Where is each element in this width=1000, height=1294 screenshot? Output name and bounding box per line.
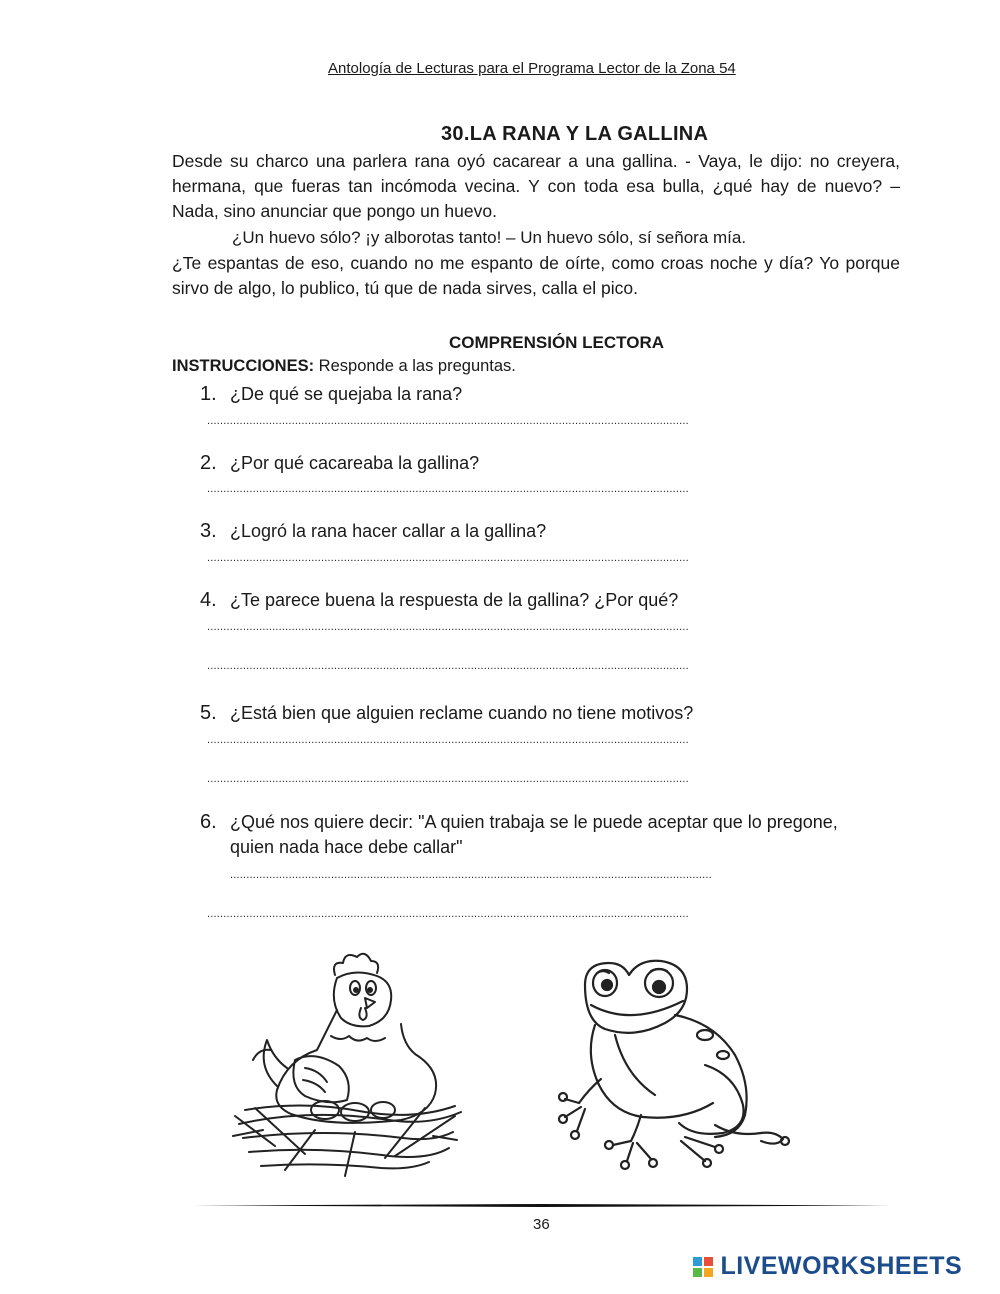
page-number: 36 xyxy=(533,1216,550,1233)
answer-line-6b[interactable]: .................................................................................................................................................... xyxy=(207,908,689,920)
story-paragraph-2: ¿Un huevo sólo? ¡y alborotas tanto! – Un huevo sólo, sí señora mía. xyxy=(232,228,747,247)
brand-tiles-icon xyxy=(692,1256,716,1278)
question-text: ¿Está bien que alguien reclame cuando no tiene motivos? xyxy=(230,703,694,723)
frog-illustration xyxy=(555,955,795,1180)
question-number: 3. xyxy=(200,520,217,542)
question-text: ¿Por qué cacareaba la gallina? xyxy=(230,453,480,473)
question-text: ¿Qué nos quiere decir: "A quien trabaja se le puede aceptar que lo pregone, quien nada hace debe callar" xyxy=(230,812,838,857)
instructions-text: Responde a las preguntas. xyxy=(314,357,516,375)
instructions xyxy=(172,357,516,376)
answer-line-3[interactable]: .................................................................................................................................................... xyxy=(207,552,689,564)
question-text: ¿De qué se quejaba la rana? xyxy=(230,384,463,404)
answer-line-1[interactable]: .................................................................................................................................................... xyxy=(207,415,689,427)
question-number: 4. xyxy=(200,589,217,611)
question-6 xyxy=(200,810,900,860)
instructions-label: INSTRUCCIONES: xyxy=(172,357,315,375)
answer-line-4b[interactable]: .................................................................................................................................................... xyxy=(207,660,689,672)
answer-line-2[interactable]: .................................................................................................................................................... xyxy=(207,483,689,495)
answer-line-6a[interactable]: .................................................................................................................................................... xyxy=(230,869,712,881)
brand-name: LIVEWORKSHEETS xyxy=(720,1252,963,1280)
question-number: 2. xyxy=(200,452,217,474)
story-paragraph-3: ¿Te espantas de eso, cuando no me espanto de oírte, como croas noche y día? Yo porque sirvo de algo, lo publico, tú que de nada sirves, calla el pico. xyxy=(172,253,900,298)
question-3 xyxy=(200,519,900,544)
hen-on-nest-illustration xyxy=(225,940,475,1185)
question-4 xyxy=(200,588,900,613)
story-title: 30.LA RANA Y LA GALLINA xyxy=(441,123,709,145)
question-text: ¿Logró la rana hacer callar a la gallina? xyxy=(230,521,547,541)
liveworksheets-logo xyxy=(692,1252,962,1281)
answer-line-5b[interactable]: .................................................................................................................................................... xyxy=(207,773,689,785)
question-number: 6. xyxy=(200,811,217,833)
story-paragraph-1: Desde su charco una parlera rana oyó cacarear a una gallina. - Vaya, le dijo: no creyera, hermana, que fueras tan incómoda vecina. Y con toda esa bulla, ¿qué hay de nuevo? – Nada, sino anunciar que pongo un huevo. xyxy=(172,151,900,221)
question-number: 1. xyxy=(200,383,217,405)
anthology-header: Antología de Lecturas para el Programa Lector de la Zona 54 xyxy=(328,60,736,77)
footer-divider xyxy=(192,1204,898,1207)
question-2 xyxy=(200,451,900,476)
question-1 xyxy=(200,382,900,407)
question-5 xyxy=(200,701,900,726)
answer-line-4a[interactable]: .................................................................................................................................................... xyxy=(207,621,689,633)
question-text: ¿Te parece buena la respuesta de la gallina? ¿Por qué? xyxy=(230,590,679,610)
comprehension-title: COMPRENSIÓN LECTORA xyxy=(449,333,665,352)
answer-line-5a[interactable]: .................................................................................................................................................... xyxy=(207,734,689,746)
question-number: 5. xyxy=(200,702,217,724)
